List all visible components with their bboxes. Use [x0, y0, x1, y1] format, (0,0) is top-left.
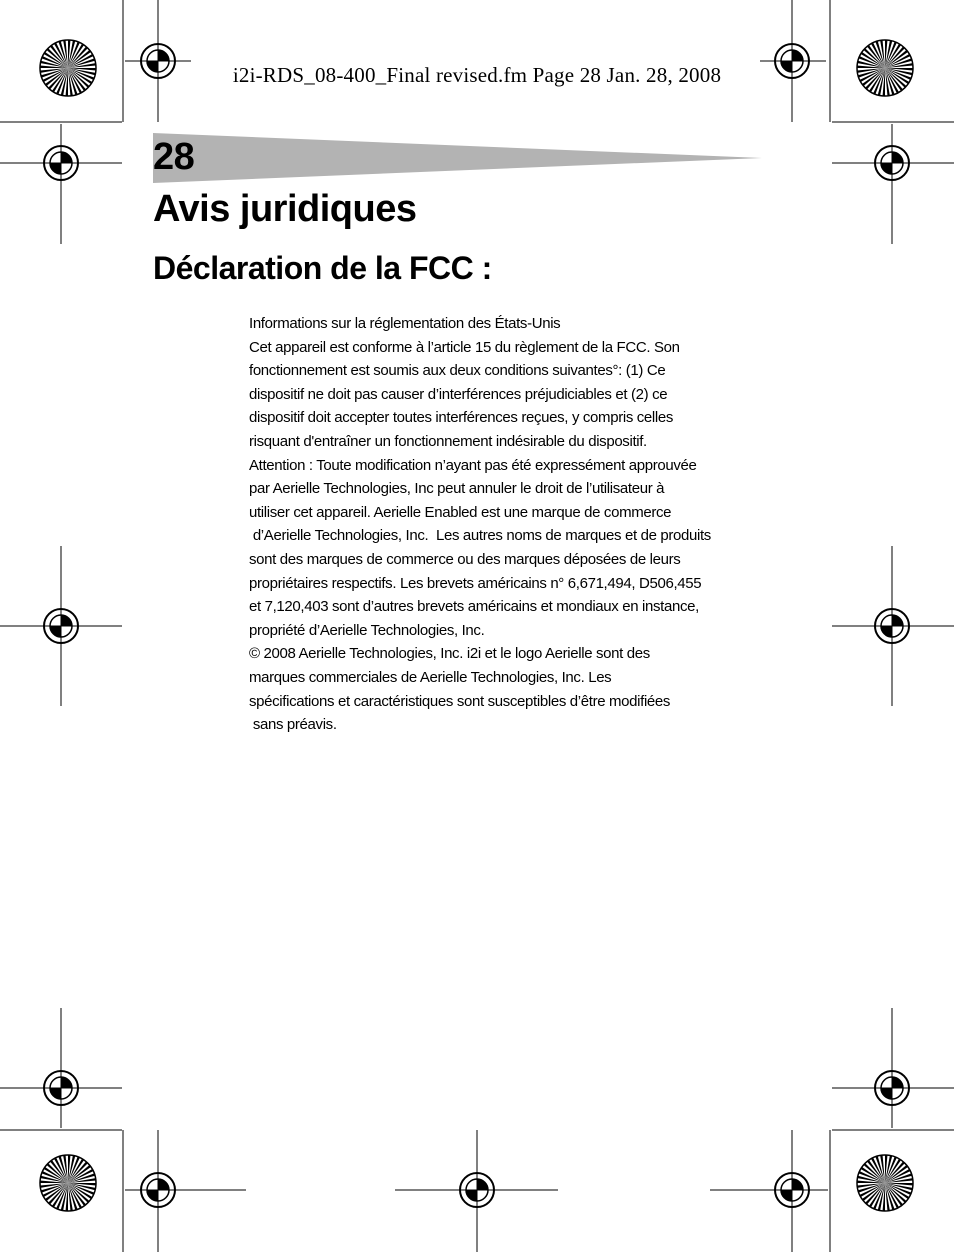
- registration-mark-icon: [760, 0, 826, 122]
- body-line: sont des marques de commerce ou des marques déposées de leurs: [249, 550, 681, 568]
- page-number: 28: [153, 136, 195, 178]
- registration-mark-icon: [125, 0, 191, 122]
- section-subtitle: Déclaration de la FCC :: [153, 250, 492, 286]
- body-line: d’Aerielle Technologies, Inc. Les autres noms de marques et de produits: [249, 527, 711, 545]
- registration-mark-icon: [0, 124, 122, 244]
- registration-mark-icon: [832, 1008, 954, 1128]
- registration-mark-icon: [125, 1130, 246, 1252]
- body-line: propriété d’Aerielle Technologies, Inc.: [249, 621, 485, 639]
- registration-mark-icon: [0, 546, 122, 706]
- body-line: par Aerielle Technologies, Inc peut annuler le droit de l’utilisateur à: [249, 480, 665, 498]
- body-line: fonctionnement est soumis aux deux conditions suivantes°: (1) Ce: [249, 362, 666, 380]
- body-line: dispositif doit accepter toutes interférences reçues, y compris celles: [249, 409, 674, 427]
- body-line: marques commerciales de Aerielle Technologies, Inc. Les: [249, 668, 612, 686]
- registration-mark-icon: [710, 1130, 828, 1252]
- body-line: risquant d'entraîner un fonctionnement indésirable du dispositif.: [249, 432, 647, 450]
- legal-notice-body: [249, 312, 769, 737]
- registration-mark-icon: [832, 546, 954, 706]
- starburst-icon: [857, 1155, 913, 1211]
- body-line: utiliser cet appareil. Aerielle Enabled est une marque de commerce: [249, 503, 672, 521]
- body-line: spécifications et caractéristiques sont susceptibles d’être modifiées: [249, 692, 671, 710]
- body-line: Attention : Toute modification n’ayant pas été expressément approuvée: [249, 456, 697, 474]
- body-line: propriétaires respectifs. Les brevets américains n° 6,671,494, D506,455: [249, 574, 702, 592]
- file-info-header: i2i-RDS_08-400_Final revised.fm Page 28 Jan. 28, 2008: [232, 63, 722, 87]
- body-line: Cet appareil est conforme à l’article 15 du règlement de la FCC. Son: [249, 338, 680, 356]
- registration-mark-icon: [0, 1008, 122, 1128]
- registration-mark-icon: [832, 124, 954, 244]
- body-line: Informations sur la réglementation des États-Unis: [249, 315, 561, 332]
- page-title: Avis juridiques: [153, 188, 417, 230]
- registration-mark-icon: [395, 1130, 558, 1252]
- body-line: © 2008 Aerielle Technologies, Inc. i2i et le logo Aerielle sont des: [249, 645, 650, 663]
- body-line: et 7,120,403 sont d’autres brevets américains et mondiaux en instance,: [249, 598, 699, 616]
- body-line: sans préavis.: [249, 716, 337, 734]
- starburst-icon: [40, 1155, 96, 1211]
- page-number-band: [153, 133, 762, 183]
- body-line: dispositif ne doit pas causer d’interférences préjudiciables et (2) ce: [249, 385, 668, 403]
